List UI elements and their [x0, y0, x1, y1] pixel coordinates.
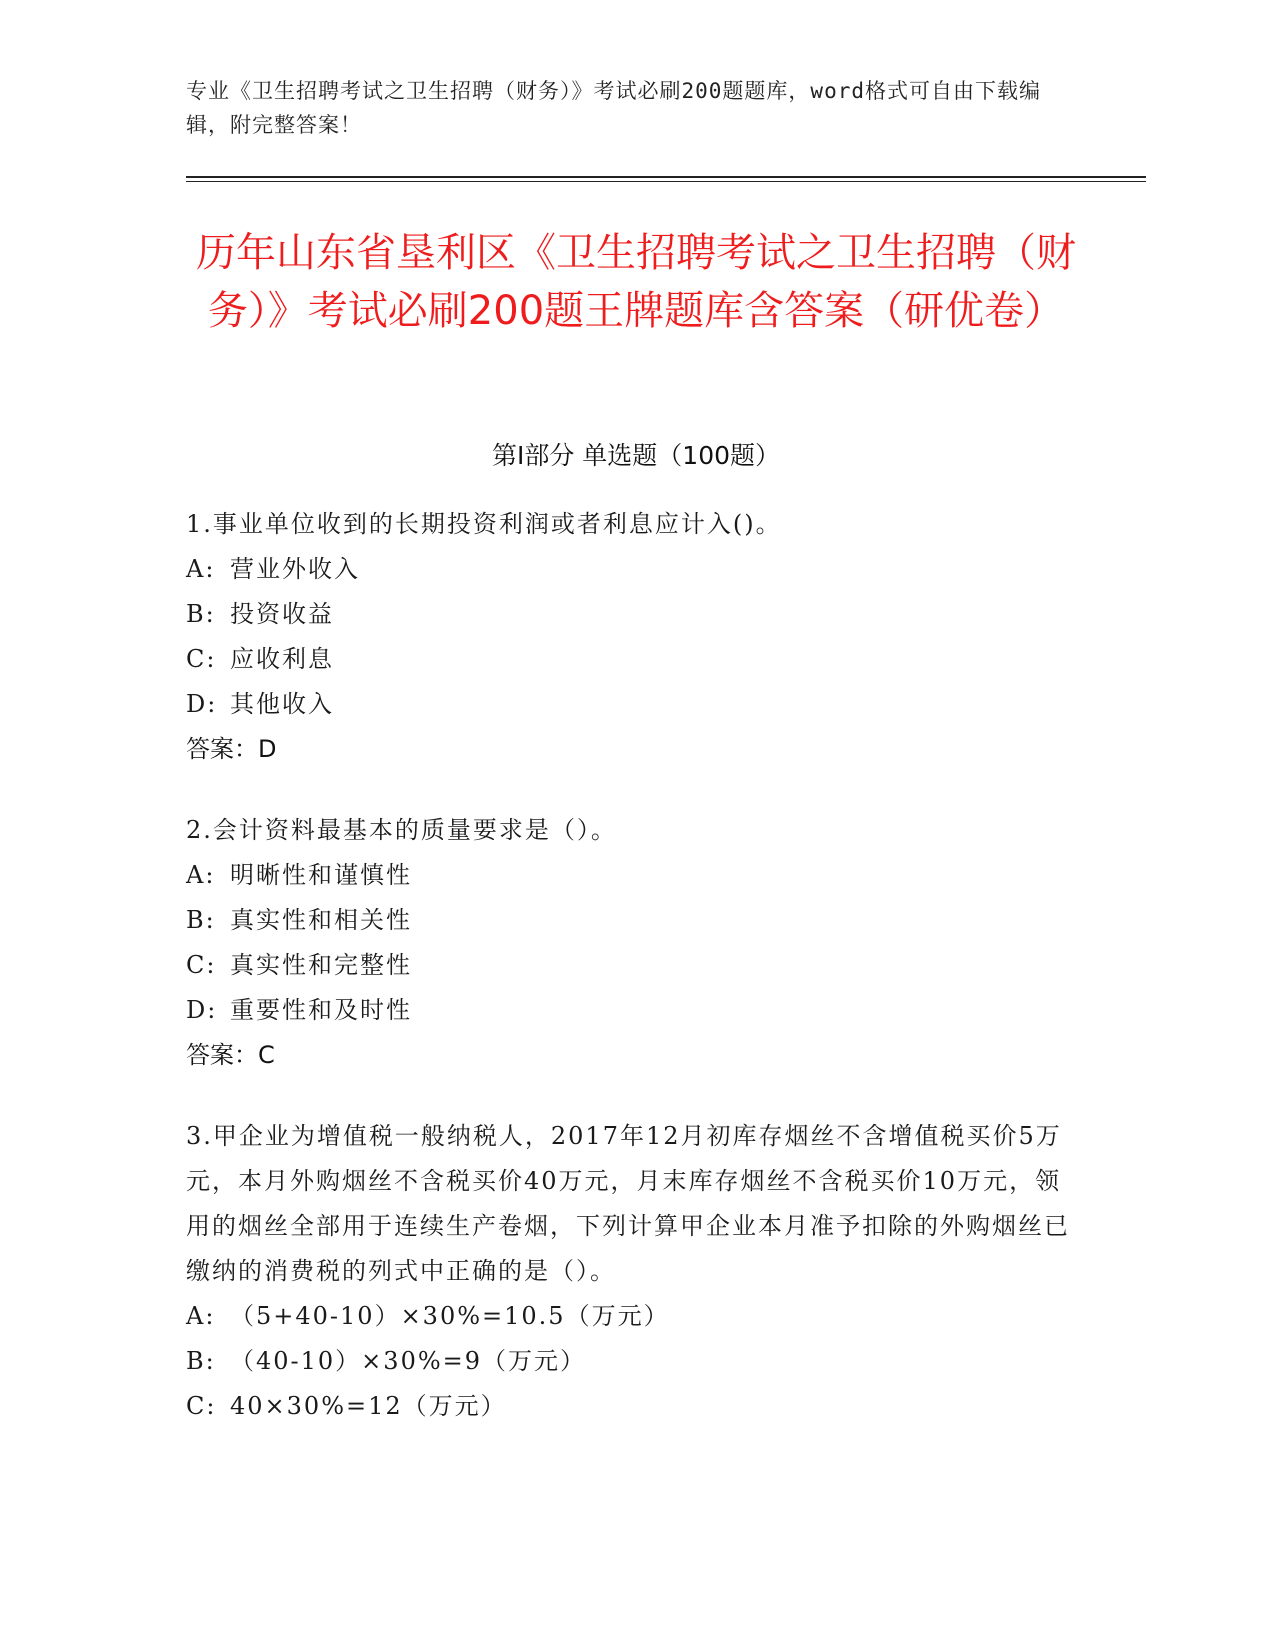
header-note: 专业《卫生招聘考试之卫生招聘（财务）》考试必刷200题题库，word格式可自由下载编辑，附完整答案！: [186, 79, 1041, 137]
question-option-c: [186, 637, 1086, 682]
option-text: 40×30%=12（万元）: [230, 1392, 507, 1420]
header-divider-thick: [186, 176, 1146, 178]
option-key: B:: [186, 600, 216, 628]
option-key: A:: [186, 555, 216, 583]
option-text: 应收利息: [230, 645, 334, 673]
option-key: D:: [186, 996, 218, 1024]
question-option-a: [186, 853, 1086, 898]
question-option-a: [186, 547, 1086, 592]
question-stem: 3.甲企业为增值税一般纳税人，2017年12月初库存烟丝不含增值税买价5万元，本月外购烟丝不含税买价40万元，月末库存烟丝不含税买价10万元，领用的烟丝全部用于连续生产卷烟，下列计算甲企业本月准予扣除的外购烟丝已缴纳的消费税的列式中正确的是（）。: [186, 1122, 1070, 1285]
option-text: （40-10）×30%=9（万元）: [230, 1347, 587, 1375]
option-text: 投资收益: [230, 600, 334, 628]
question-stem: 2.会计资料最基本的质量要求是（）。: [186, 816, 617, 844]
option-key: D:: [186, 690, 218, 718]
question-answer: 答案：C: [186, 1041, 275, 1069]
option-key: B:: [186, 906, 216, 934]
question-option-b: [186, 592, 1086, 637]
option-key: A:: [186, 1302, 216, 1330]
option-key: B:: [186, 1347, 216, 1375]
question-option-b: [186, 1339, 1086, 1384]
question-option-d: [186, 682, 1086, 727]
question-option-d: [186, 988, 1086, 1033]
question-answer: 答案：D: [186, 735, 277, 763]
option-key: C:: [186, 1392, 217, 1420]
question-stem: 1.事业单位收到的长期投资利润或者利息应计入()。: [186, 510, 782, 538]
option-text: 其他收入: [230, 690, 334, 718]
question-2: [186, 808, 1086, 1078]
question-3: [186, 1114, 1086, 1429]
question-option-c: [186, 943, 1086, 988]
question-1: [186, 502, 1086, 772]
question-option-c: [186, 1384, 1086, 1429]
question-option-a: [186, 1294, 1086, 1339]
document-title: 历年山东省垦利区《卫生招聘考试之卫生招聘（财务）》考试必刷200题王牌题库含答案（研优卷）: [196, 230, 1076, 334]
option-key: C:: [186, 951, 217, 979]
option-key: C:: [186, 645, 217, 673]
header-divider-thin: [186, 181, 1146, 182]
option-text: 真实性和相关性: [230, 906, 412, 934]
question-option-b: [186, 898, 1086, 943]
option-key: A:: [186, 861, 216, 889]
option-text: （5+40-10）×30%=10.5（万元）: [230, 1302, 670, 1330]
option-text: 重要性和及时性: [230, 996, 412, 1024]
section-title: 第Ⅰ部分 单选题（100题）: [491, 441, 781, 470]
option-text: 明晰性和谨慎性: [230, 861, 412, 889]
option-text: 营业外收入: [230, 555, 360, 583]
option-text: 真实性和完整性: [230, 951, 412, 979]
